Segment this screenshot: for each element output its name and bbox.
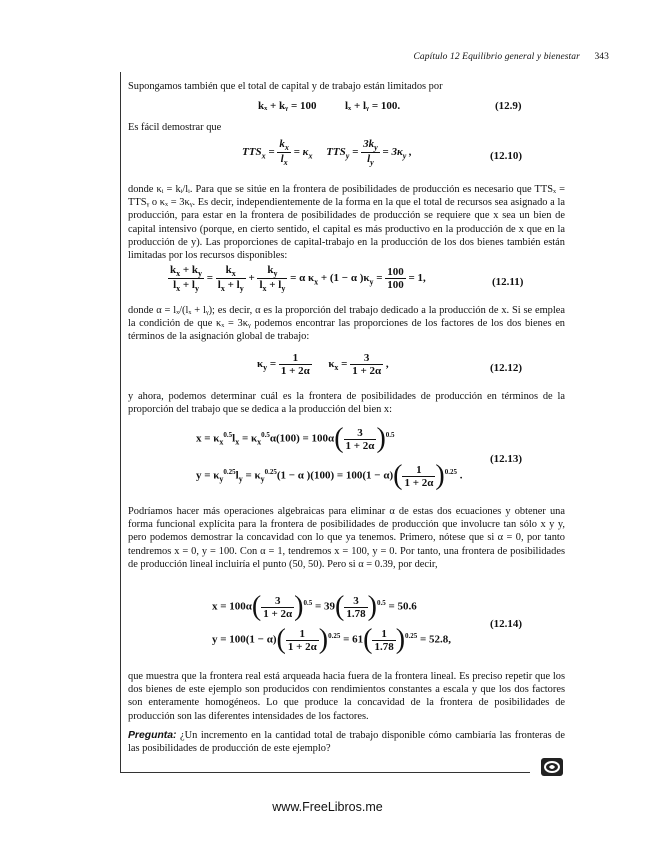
running-header (413, 52, 609, 62)
equation-12-12: $\kappa_y$ = $\frac{1}{1 + 2\alpha}$ $\kappa_x$ = $\frac{3}{1 + 2\alpha}$ , (257, 352, 389, 377)
equation-12-9-capital: kₓ + kᵧ = 100 (258, 100, 317, 112)
equation-12-14-x: x = 100α( $\frac{3}{1 + 2\alpha}$ )$^{0.5}$ = 39( $\frac{3}{1.78}$ )$^{0.5}$ = 50.6 (212, 591, 417, 622)
equation-12-14-y: y = 100(1 − α)( $\frac{1}{1 + 2\alpha}$ )$^{0.25}$ = 61( $\frac{1}{1.78}$ )$^{0.25}$ = 52.8, (212, 624, 452, 655)
question-text: ¿Un incremento en la cantidad total de trabajo disponible cómo cambiaría las fronteras de las posibilidades de producción de este ejemplo? (128, 730, 565, 755)
equation-number-12-11: (12.11) (492, 276, 524, 288)
paragraph-4: donde α = lₓ/(lₓ + lᵧ); es decir, α es la proporción del trabajo dedicado a la producción de x. Si se emplea la condición de que κₓ = 3κᵧ podemos encontrar las proporciones de los factores de los dos bienes en términos de la asignación global de trabajo: (128, 305, 565, 343)
paragraph-2: Es fácil demostrar que (128, 122, 222, 133)
question-label: Pregunta: (128, 730, 177, 741)
equation-number-12-9: (12.9) (495, 100, 522, 112)
equation-12-9-labor: lₓ + lᵧ = 100. (345, 100, 401, 112)
paragraph-7: que muestra que la frontera real está arqueada hacia fuera de la frontera lineal. Es preciso repetir que los dos bienes de este ejemplo son producidos con rendimientos constantes a escala y que los dos factores son enteramente homogéneos. Lo que produce la concavidad de la frontera de posibilidades de producción son las diferentes intensidades de los factores. (128, 671, 565, 722)
equation-12-11: $\frac{k_x + k_y}{l_x + l_y}$ = $\frac{k_x}{l_x + l_y}$ + $\frac{k_y}{l_x + l_y}$ = α $\kappa_x + (1 - \alpha$ )$\kappa_y$ = $\frac{100}{100}$ = 1, (170, 264, 426, 294)
left-margin-rule (120, 72, 121, 772)
equation-number-12-12: (12.12) (490, 362, 523, 374)
equation-12-13-y: $y = \kappa_y^{0.25}l_y = \kappa_y^{0.25}(1 - \alpha$ )(100) = 100(1 − α)( $\frac{1}{1 + 2\alpha}$ )$^{0.25}$ . (196, 460, 463, 491)
paragraph-3: donde κᵢ = kᵢ/lᵢ. Para que se sitúe en la frontera de posibilidades de producción es necesario que TTSₓ = TTSᵧ o κₓ = 3κᵧ. Es decir, independientemente de la forma en la que el total de recursos sea asignado a la producción, para estar en la frontera de posibilidades de producción se requiere que x sea un bien de capital intensivo (porque, en cierto sentido, el capital es más productivo en la producción de x que en la producción de y). Las proporciones de capital-trabajo en la producción de los dos bienes también están limitadas por los recursos disponibles: (128, 184, 565, 262)
bottom-rule (120, 772, 530, 773)
equation-number-12-13: (12.13) (490, 453, 523, 465)
chapter-title: Capítulo 12 Equilibrio general y bienestar (413, 52, 580, 62)
footer-site: www.FreeLibros.me (272, 800, 383, 814)
equation-12-10: $TTS_x$ = $\frac{k_x}{l_x}$ = $\kappa_x$ $TTS_y$ = $\frac{3k_y}{l_y}$ = $3\kappa_y$ , (242, 138, 412, 168)
equation-number-12-10: (12.10) (490, 150, 523, 162)
equation-number-12-14: (12.14) (490, 618, 523, 630)
paragraph-1: Supongamos también que el total de capital y de trabajo están limitados por (128, 81, 443, 92)
page-number: 343 (594, 52, 609, 62)
equation-12-13-x: $x = \kappa_x^{0.5}l_x = \kappa_x^{0.5}\alpha(100) = 100\alpha$( $\frac{3}{1 + 2\alpha}$ )$^{0.5}$ (196, 423, 395, 454)
question-block (128, 729, 565, 755)
paragraph-5: y ahora, podemos determinar cuál es la frontera de posibilidades de producción en términos de la proporción del trabajo que se dedica a la producción del bien x: (128, 391, 565, 416)
publisher-logo-icon (541, 758, 563, 776)
paragraph-6: Podríamos hacer más operaciones algebraicas para eliminar α de estas dos ecuaciones y obtener una forma funcional explícita para la frontera de posibilidades de producción que involucre tan sólo x y y, pero podemos demostrar la concavidad con lo que ya tenemos. Primero, nótese que si α = 0, por tanto tendremos x = 0, y = 100. Con α = 1, tendremos x = 100, y = 0. Por tanto, una frontera de posibilidades de producción lineal incluiría el punto (50, 50). Pero si α = 0.39, por decir, (128, 506, 565, 570)
